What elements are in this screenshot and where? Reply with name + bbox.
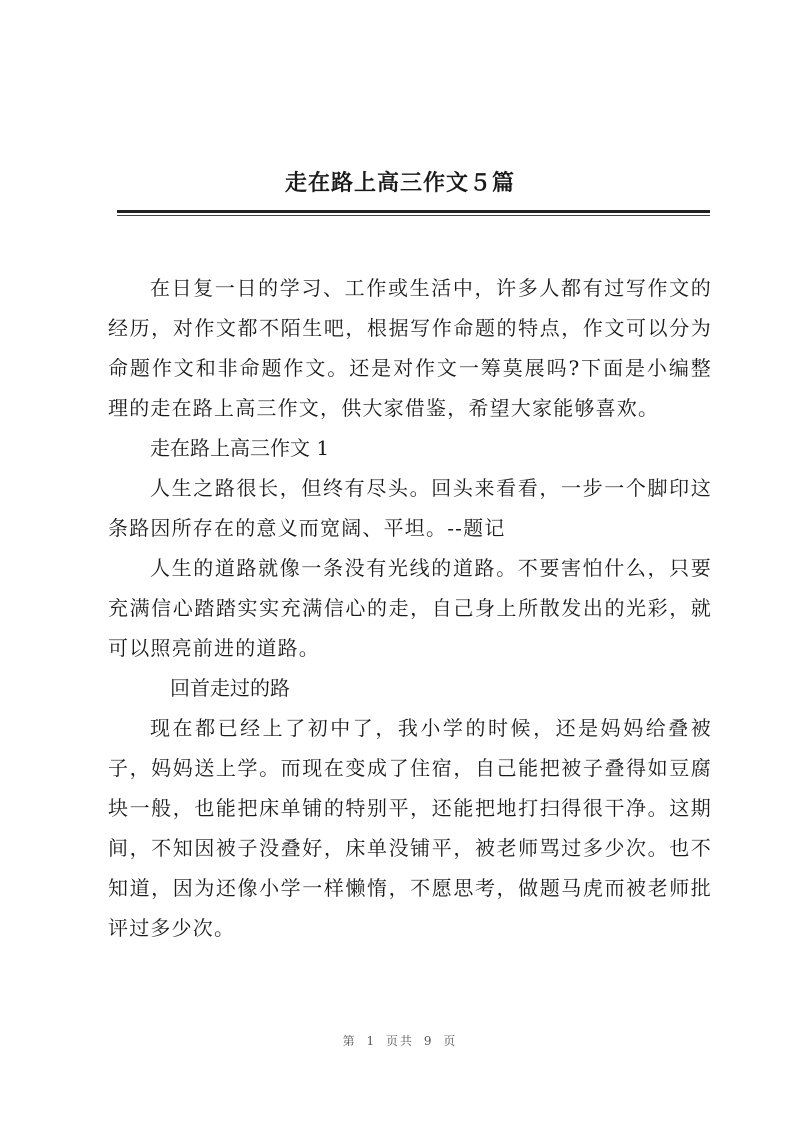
section-heading: 回首走过的路 — [170, 676, 290, 700]
footer-total-pages: 9 — [423, 1034, 434, 1048]
intro-paragraph: 在日复一日的学习、工作或生活中，许多人都有过写作文的经历，对作文都不陌生吧，根据写作命题的特点，作文可以分为命题作文和非命题作文。还是对作文一筹莫展吗?下面是小编整理的走在路上高三作文，供大家借鉴，希望大家能够喜欢。 — [108, 276, 712, 420]
document-body — [108, 268, 712, 948]
title-rule — [117, 210, 710, 213]
footer-page-number: 1 — [366, 1034, 377, 1048]
footer-ye: 页 — [443, 1034, 458, 1048]
body-paragraph: 人生的道路就像一条没有光线的道路。不要害怕什么，只要充满信心踏踏实实充满信心的走，自己身上所散发出的光彩，就可以照亮前进的道路。 — [108, 556, 712, 660]
page-footer — [0, 1032, 800, 1049]
body-paragraph: 现在都已经上了初中了，我小学的时候，还是妈妈给叠被子，妈妈送上学。而现在变成了住宿，自己能把被子叠得如豆腐块一般，也能把床单铺的特别平，还能把地打扫得很干净。这期间，不知因被子没叠好，床单没铺平，被老师骂过多少次。也不知道，因为还像小学一样懒惰，不愿思考，做题马虎而被老师批评过多少次。 — [108, 716, 712, 940]
epigraph-paragraph: 人生之路很长，但终有尽头。回头来看看，一步一个脚印这条路因所存在的意义而宽阔、平坦。--题记 — [108, 476, 712, 540]
essay-heading: 走在路上高三作文 1 — [150, 436, 330, 460]
document-title: 走在路上高三作文５篇 — [284, 170, 515, 196]
footer-ye-gong: 页共 — [385, 1034, 414, 1048]
title-rule-thin — [117, 215, 710, 216]
footer-di: 第 — [342, 1034, 357, 1048]
